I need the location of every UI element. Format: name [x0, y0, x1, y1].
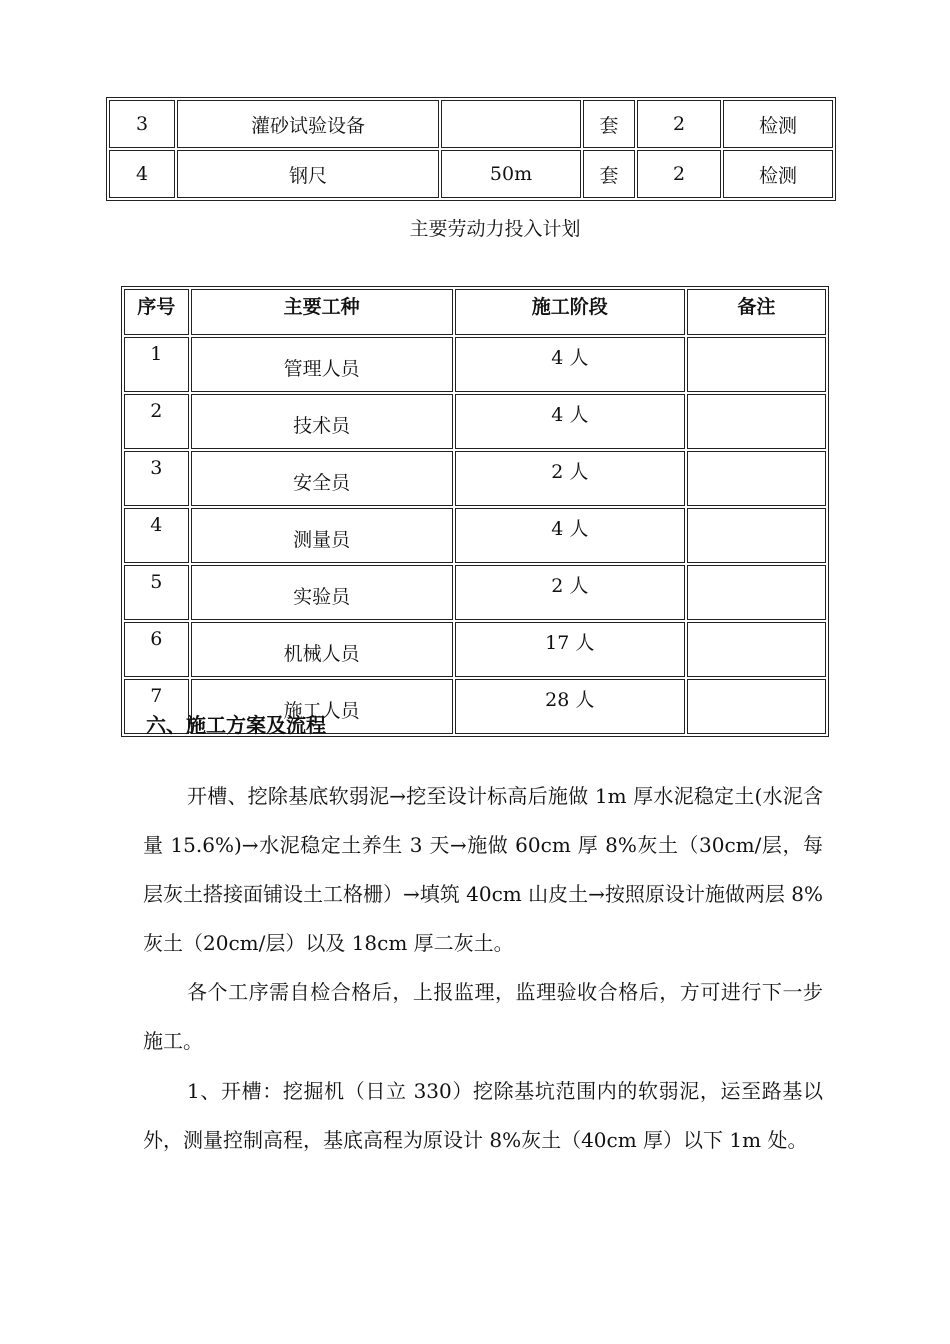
row-no: 3: [124, 451, 189, 506]
table-row: [124, 508, 826, 563]
row-no: 4: [124, 508, 189, 563]
equipment-spec: 50m: [441, 150, 581, 198]
row-count: 17 人: [455, 622, 685, 677]
row-note: [687, 508, 826, 563]
table-row: [109, 150, 833, 198]
body-paragraph: 开槽、挖除基底软弱泥→挖至设计标高后施做 1m 厚水泥稳定土(水泥含量 15.6%)→水泥稳定土养生 3 天→施做 60cm 厚 8%灰土（30cm/层，每层灰土搭接面铺设土工格栅）→填筑 40cm 山皮土→按照原设计施做两层 8%灰土（20cm/层）以及 18cm 厚二灰土。: [143, 784, 823, 955]
row-trade: 机械人员: [191, 622, 453, 677]
header-no: 序号: [124, 289, 189, 335]
row-note: [687, 451, 826, 506]
body-paragraph: 各个工序需自检合格后，上报监理，监理验收合格后，方可进行下一步施工。: [143, 980, 823, 1053]
header-note: 备注: [687, 289, 826, 335]
labor-plan-table: [121, 286, 829, 737]
row-count: 28 人: [455, 679, 685, 734]
equipment-unit: 套: [583, 150, 635, 198]
equipment-use: 检测: [723, 100, 833, 148]
header-stage: 施工阶段: [455, 289, 685, 335]
row-count: 4 人: [455, 394, 685, 449]
row-trade: 技术员: [191, 394, 453, 449]
equipment-use: 检测: [723, 150, 833, 198]
row-no: 2: [124, 394, 189, 449]
table-row: [124, 622, 826, 677]
row-no: 6: [124, 622, 189, 677]
row-note: [687, 337, 826, 392]
row-note: [687, 565, 826, 620]
table-row: [124, 337, 826, 392]
labor-plan-caption: 主要劳动力投入计划: [409, 218, 581, 240]
equipment-name: 灌砂试验设备: [177, 100, 439, 148]
row-no: 1: [124, 337, 189, 392]
row-note: [687, 679, 826, 734]
row-trade: 实验员: [191, 565, 453, 620]
equipment-no: 4: [109, 150, 175, 198]
row-note: [687, 394, 826, 449]
row-note: [687, 622, 826, 677]
table-row: [124, 451, 826, 506]
table-row: [124, 565, 826, 620]
table-row: [124, 394, 826, 449]
row-count: 4 人: [455, 508, 685, 563]
row-trade: 安全员: [191, 451, 453, 506]
equipment-spec: [441, 100, 581, 148]
equipment-qty: 2: [637, 100, 721, 148]
row-count: 2 人: [455, 451, 685, 506]
row-trade: 管理人员: [191, 337, 453, 392]
row-count: 2 人: [455, 565, 685, 620]
row-trade: 测量员: [191, 508, 453, 563]
section-heading: 六、施工方案及流程: [146, 713, 326, 737]
row-no: 5: [124, 565, 189, 620]
equipment-name: 钢尺: [177, 150, 439, 198]
table-header-row: [124, 289, 826, 335]
equipment-table: [106, 97, 836, 201]
row-trade: 施工人员: [191, 679, 453, 734]
row-count: 4 人: [455, 337, 685, 392]
body-paragraph: 1、开槽：挖掘机（日立 330）挖除基坑范围内的软弱泥，运至路基以外，测量控制高程，基底高程为原设计 8%灰土（40cm 厚）以下 1m 处。: [143, 1079, 823, 1152]
table-row: [109, 100, 833, 148]
row-no: 7: [124, 679, 189, 734]
equipment-unit: 套: [583, 100, 635, 148]
equipment-qty: 2: [637, 150, 721, 198]
header-trade: 主要工种: [191, 289, 453, 335]
equipment-no: 3: [109, 100, 175, 148]
